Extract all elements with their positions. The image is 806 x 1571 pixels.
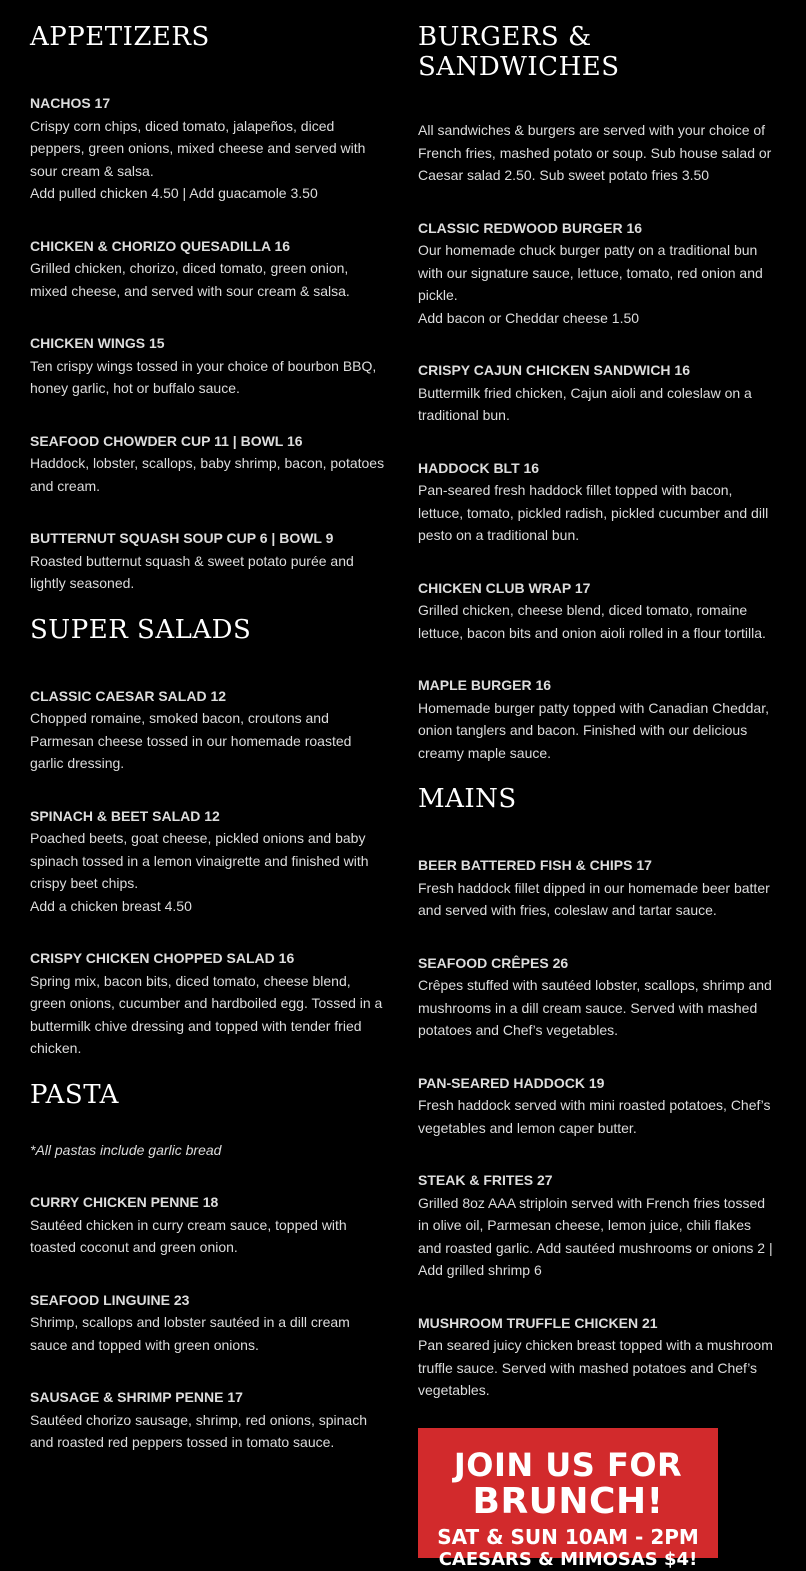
menu-item-name: SAUSAGE & SHRIMP PENNE 17 <box>30 1389 243 1405</box>
section-title: MAINS <box>418 784 517 814</box>
menu-item-description: Our homemade chuck burger patty on a traditional bun with our signature sauce, lettuce, tomato, red onion and pickle. <box>418 242 763 303</box>
menu-item-name: HADDOCK BLT 16 <box>418 459 540 476</box>
section-note: All sandwiches & burgers are served with your choice of French fries, mashed potato or soup. Sub house salad or Caesar salad 2.50. Sub sweet potato fries 3.50 <box>418 122 772 183</box>
menu-item-description: Crispy corn chips, diced tomato, jalapeños, diced peppers, green onions, mixed cheese and served with sour cream & salsa. <box>30 117 366 179</box>
menu-item <box>418 359 778 427</box>
brunch-promo-banner[interactable] <box>418 1428 718 1570</box>
menu-item <box>30 1191 388 1259</box>
menu-item-description: Haddock, lobster, scallops, baby shrimp, bacon, potatoes and cream. <box>30 455 385 494</box>
menu-item-description: Grilled chicken, chorizo, diced tomato, green onion, mixed cheese, and served with sour cream & salsa. <box>30 260 350 299</box>
menu-item-description: Fresh haddock served with mini roasted potatoes, Chef’s vegetables and lemon caper butter. <box>418 1097 771 1136</box>
menu-item-description: Buttermilk fried chicken, Cajun aioli and coleslaw on a traditional bun. <box>418 384 752 423</box>
menu-item-name: CLASSIC CAESAR SALAD 12 <box>30 687 227 704</box>
right-menu-column <box>418 0 778 1570</box>
menu-section-super-salads <box>30 615 388 1060</box>
menu-item-name: CLASSIC REDWOOD BURGER 16 <box>418 219 643 236</box>
menu-item <box>418 952 778 1042</box>
menu-item <box>418 1312 778 1402</box>
menu-item <box>418 457 778 547</box>
menu-item <box>30 1386 388 1454</box>
menu-section-mains <box>418 784 778 1402</box>
menu-item-description: Sautéed chorizo sausage, shrimp, red onions, spinach and roasted red peppers tossed in tomato sauce. <box>30 1411 367 1450</box>
menu-item-description: Shrimp, scallops and lobster sautéed in a dill cream sauce and topped with green onions. <box>30 1314 350 1353</box>
menu-item <box>30 527 388 595</box>
menu-item <box>30 332 388 400</box>
menu-item-name: CHICKEN & CHORIZO QUESADILLA 16 <box>30 237 291 254</box>
menu-item-name: SEAFOOD CRÊPES 26 <box>418 954 569 971</box>
section-title: BURGERS & SANDWICHES <box>418 22 620 82</box>
menu-item-description: Homemade burger patty topped with Canadian Cheddar, onion tanglers and bacon. Finished with our delicious creamy maple sauce. <box>418 699 769 761</box>
menu-item-name: CURRY CHICKEN PENNE 18 <box>30 1194 219 1210</box>
menu-item-name: CRISPY CHICKEN CHOPPED SALAD 16 <box>30 950 295 966</box>
menu-item-description: Grilled 8oz AAA striploin served with French fries tossed in olive oil, Parmesan cheese, lemon juice, chili flakes and roasted garlic. Add sautéed mushrooms or onions 2 | Add grilled shrimp 6 <box>418 1194 773 1278</box>
menu-item-name: STEAK & FRITES 27 <box>418 1172 553 1188</box>
menu-section-burgers-sandwiches <box>418 22 778 764</box>
menu-item-description: Fresh haddock fillet dipped in our homemade beer batter and served with fries, coleslaw and tartar sauce. <box>418 879 770 918</box>
menu-item-description: Add pulled chicken 4.50 | Add guacamole 3.50 <box>30 185 318 201</box>
menu-item-description: Poached beets, goat cheese, pickled onions and baby spinach tossed in a lemon vinaigrette and finished with crispy beet chips. <box>30 830 369 891</box>
menu-item-name: NACHOS 17 <box>30 95 111 111</box>
menu-item-description: Pan-seared fresh haddock fillet topped with bacon, lettuce, tomato, pickled radish, pickled cucumber and dill pesto on a traditional bun. <box>418 482 769 543</box>
menu-item <box>418 674 778 764</box>
section-title: APPETIZERS <box>30 22 210 52</box>
menu-item-description: Spring mix, bacon bits, diced tomato, cheese blend, green onions, cucumber and hardboiled egg. Tossed in a buttermilk chive dressing and topped with tender fried chicken. <box>30 972 383 1056</box>
menu-item-name: CHICKEN WINGS 15 <box>30 335 165 351</box>
promo-line-brunch: BRUNCH! <box>472 1480 664 1522</box>
menu-item-description: Add a chicken breast 4.50 <box>30 897 192 914</box>
menu-item-description: Sautéed chicken in curry cream sauce, topped with toasted coconut and green onion. <box>30 1216 347 1255</box>
menu-item <box>418 217 778 330</box>
menu-section-appetizers <box>30 22 388 595</box>
menu-item-description: Crêpes stuffed with sautéed lobster, scallops, shrimp and mushrooms in a dill cream sauce. Served with mashed potatoes and Chef’s vegetables. <box>418 977 772 1038</box>
menu-item-description: Grilled chicken, cheese blend, diced tomato, romaine lettuce, bacon bits and onion aioli rolled in a flour tortilla. <box>418 602 766 641</box>
menu-item-name: CHICKEN CLUB WRAP 17 <box>418 579 591 596</box>
menu-item <box>30 1289 388 1357</box>
menu-item <box>30 235 388 303</box>
section-title: SUPER SALADS <box>30 614 252 645</box>
menu-item-description: Ten crispy wings tossed in your choice of bourbon BBQ, honey garlic, hot or buffalo sauce. <box>30 357 377 396</box>
promo-line-hours: SAT & SUN 10AM - 2PM <box>437 1524 699 1549</box>
promo-line-join: JOIN US FOR <box>453 1445 683 1484</box>
section-note: *All pastas include garlic bread <box>30 1141 222 1158</box>
menu-item-name: BEER BATTERED FISH & CHIPS 17 <box>418 857 652 873</box>
menu-item <box>418 1072 778 1140</box>
menu-item-name: SEAFOOD LINGUINE 23 <box>30 1291 190 1308</box>
menu-item-name: BUTTERNUT SQUASH SOUP CUP 6 | BOWL 9 <box>30 530 334 546</box>
menu-item <box>30 430 388 498</box>
section-title: PASTA <box>30 1079 119 1110</box>
menu-item <box>30 805 388 918</box>
menu-item-name: CRISPY CAJUN CHICKEN SANDWICH 16 <box>418 362 691 378</box>
menu-item <box>30 947 388 1060</box>
menu-item-description: Roasted butternut squash & sweet potato purée and lightly seasoned. <box>30 552 354 591</box>
menu-item-name: MUSHROOM TRUFFLE CHICKEN 21 <box>418 1314 658 1331</box>
promo-line-drinks: CAESARS & MIMOSAS $4! <box>438 1548 698 1570</box>
menu-item-name: MAPLE BURGER 16 <box>418 677 552 693</box>
menu-item <box>418 1169 778 1282</box>
menu-item <box>30 92 388 205</box>
menu-item-name: SEAFOOD CHOWDER CUP 11 | BOWL 16 <box>30 432 303 449</box>
menu-item-description: Add bacon or Cheddar cheese 1.50 <box>418 309 640 326</box>
menu-item <box>418 854 778 922</box>
menu-item-name: PAN-SEARED HADDOCK 19 <box>418 1074 605 1091</box>
menu-item-description: Pan seared juicy chicken breast topped with a mushroom truffle sauce. Served with mashed potatoes and Chef’s vegetables. <box>418 1337 773 1398</box>
menu-section-pasta <box>30 1080 388 1454</box>
menu-item <box>418 577 778 645</box>
menu-item-name: SPINACH & BEET SALAD 12 <box>30 807 220 824</box>
menu-item <box>30 685 388 775</box>
menu-item-description: Chopped romaine, smoked bacon, croutons and Parmesan cheese tossed in our homemade roasted garlic dressing. <box>30 710 352 771</box>
left-menu-column <box>30 0 388 1454</box>
